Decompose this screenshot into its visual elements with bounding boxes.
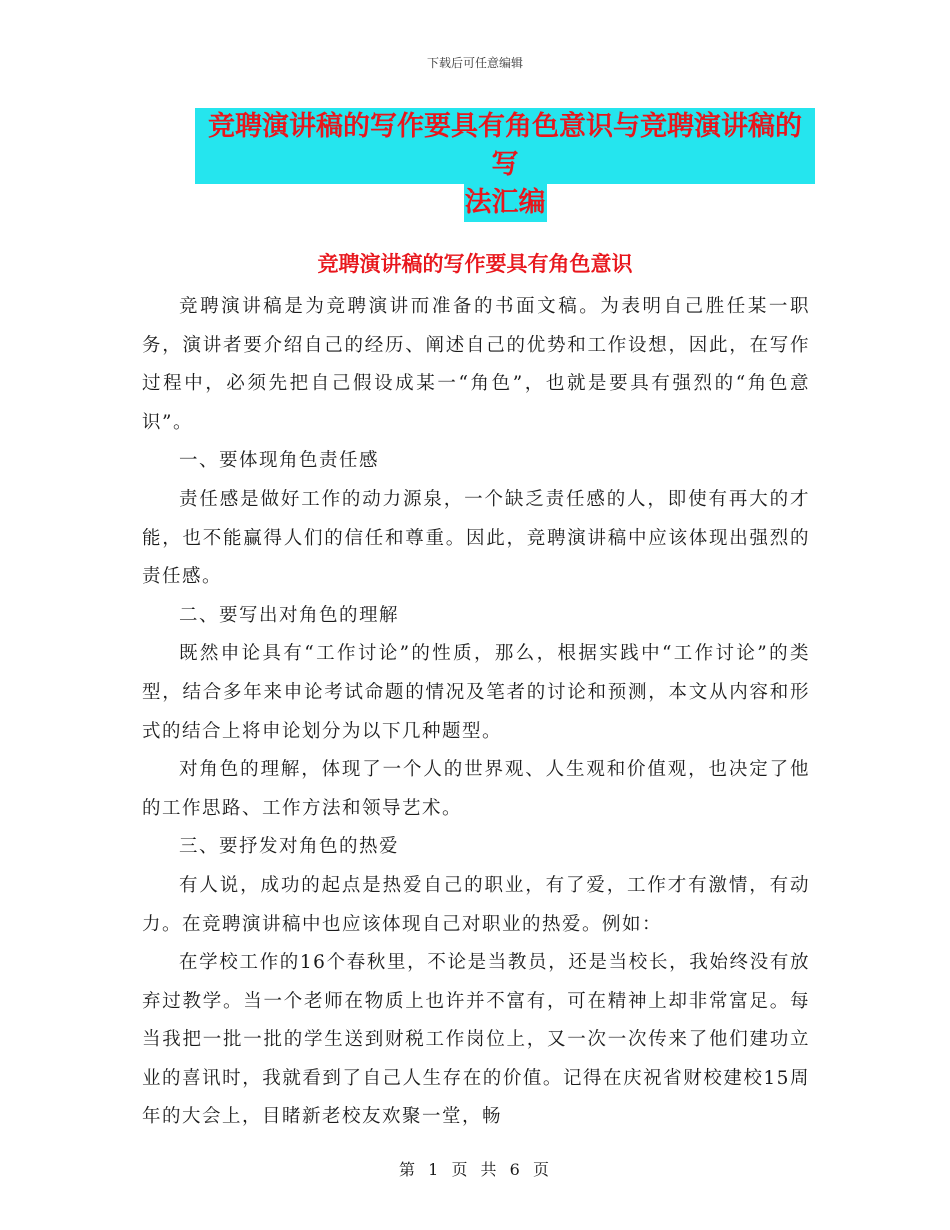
paragraph-responsibility: 责任感是做好工作的动力源泉，一个缺乏责任感的人，即使有再大的才能，也不能赢得人们的信任和尊重。因此，竞聘演讲稿中应该体现出强烈的责任感。 [142, 488, 810, 588]
paragraph-worldview: 对角色的理解，体现了一个人的世界观、人生观和价值观，也决定了他的工作思路、工作方法和领导艺术。 [142, 759, 810, 819]
paragraph-understanding: 既然申论具有“工作讨论”的性质，那么，根据实践中“工作讨论”的类型，结合多年来申论考试命题的情况及笔者的讨论和预测，本文从内容和形式的结合上将申论划分为以下几种题型。 [142, 643, 810, 742]
footer-label-page: 第 [399, 1160, 418, 1179]
title-line-2: 法汇编 [464, 184, 547, 222]
body-content [142, 288, 810, 1137]
document-title [195, 108, 815, 222]
heading-1: 一、要体现角色责任感 [179, 450, 380, 472]
footer-current-page: 1 [428, 1160, 441, 1179]
paragraph-love: 有人说，成功的起点是热爱自己的职业，有了爱，工作才有激情，有动力。在竞聘演讲稿中也应该体现自己对职业的热爱。例如： [142, 874, 810, 935]
section-subtitle: 竞聘演讲稿的写作要具有角色意识 [317, 251, 633, 276]
footer-label-total: 共 [480, 1160, 499, 1179]
footer-total-pages: 6 [509, 1160, 522, 1179]
title-line-1: 竞聘演讲稿的写作要具有角色意识与竞聘演讲稿的写 [195, 108, 815, 184]
footer-label-page-unit: 页 [451, 1160, 470, 1179]
footer-label-total-unit: 页 [532, 1160, 551, 1179]
header-note: 下载后可任意编辑 [426, 56, 523, 70]
heading-3: 三、要抒发对角色的热爱 [179, 836, 400, 858]
paragraph-intro: 竞聘演讲稿是为竞聘演讲而准备的书面文稿。为表明自己胜任某一职务，演讲者要介绍自己的经历、阐述自己的优势和工作设想，因此，在写作过程中，必须先把自己假设成某一“角色”，也就是要具有强烈的“角色意识”。 [142, 296, 810, 433]
page-footer [0, 1157, 950, 1180]
heading-2: 二、要写出对角色的理解 [179, 604, 400, 626]
paragraph-example: 在学校工作的16个春秋里，不论是当教员，还是当校长，我始终没有放弃过教学。当一个老师在物质上也许并不富有，可在精神上却非常富足。每当我把一批一批的学生送到财税工作岗位上，又一次一次传来了他们建功立业的喜讯时，我就看到了自己人生存在的价值。记得在庆祝省财校建校15周年的大会上，目睹新老校友欢聚一堂，畅 [142, 952, 810, 1128]
